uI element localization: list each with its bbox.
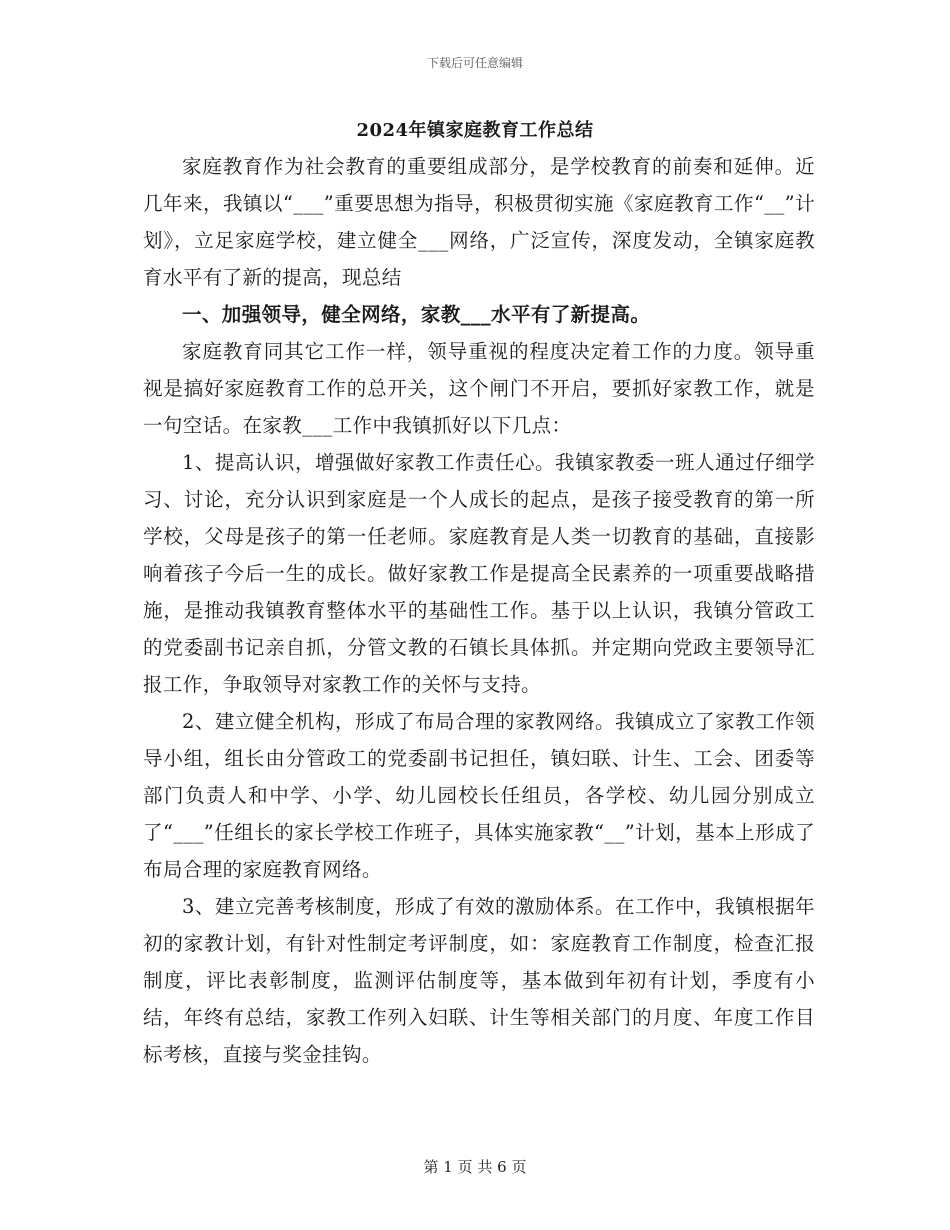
paragraph-intro: 家庭教育作为社会教育的重要组成部分，是学校教育的前奏和延伸。近几年来，我镇以“___”重要思想为指导，积极贯彻实施《家庭教育工作“__”计划》，立足家庭学校，建立健全___网络，广泛宣传，深度发动，全镇家庭教育水平有了新的提高，现总结 <box>143 155 815 289</box>
section-heading-1: 一、加强领导，健全网络，家教___水平有了新提高。 <box>182 303 651 326</box>
header-note: 下载后可任意编辑 <box>426 56 523 70</box>
paragraph-point-1: 1、提高认识，增强做好家教工作责任心。我镇家教委一班人通过仔细学习、讨论，充分认识到家庭是一个人成长的起点，是孩子接受教育的第一所学校，父母是孩子的第一任老师。家庭教育是人类一切教育的基础，直接影响着孩子今后一生的成长。做好家教工作是提高全民素养的一项重要战略措施，是推动我镇教育整体水平的基础性工作。基于以上认识，我镇分管政工的党委副书记亲自抓，分管文教的石镇长具体抓。并定期向党政主要领导汇报工作，争取领导对家教工作的关怀与支持。 <box>143 451 815 696</box>
document-body <box>143 148 815 1073</box>
paragraph-point-2: 2、建立健全机构，形成了布局合理的家教网络。我镇成立了家教工作领导小组，组长由分管政工的党委副书记担任，镇妇联、计生、工会、团委等部门负责人和中学、小学、幼儿园校长任组员，各学校、幼儿园分别成立了“___”任组长的家长学校工作班子，具体实施家教“__”计划，基本上形成了布局合理的家庭教育网络。 <box>143 710 815 881</box>
paragraph-leadership: 家庭教育同其它工作一样，领导重视的程度决定着工作的力度。领导重视是搞好家庭教育工作的总开关，这个闸门不开启，要抓好家教工作，就是一句空话。在家教___工作中我镇抓好以下几点： <box>143 340 815 437</box>
page-number: 第 1 页 共 6 页 <box>423 1158 527 1176</box>
document-title: 2024年镇家庭教育工作总结 <box>356 120 594 141</box>
paragraph-point-3: 3、建立完善考核制度，形成了有效的激励体系。在工作中，我镇根据年初的家教计划，有针对性制定考评制度，如：家庭教育工作制度，检查汇报制度，评比表彰制度，监测评估制度等，基本做到年初有计划，季度有小结，年终有总结，家教工作列入妇联、计生等相关部门的月度、年度工作目标考核，直接与奖金挂钩。 <box>143 895 815 1066</box>
